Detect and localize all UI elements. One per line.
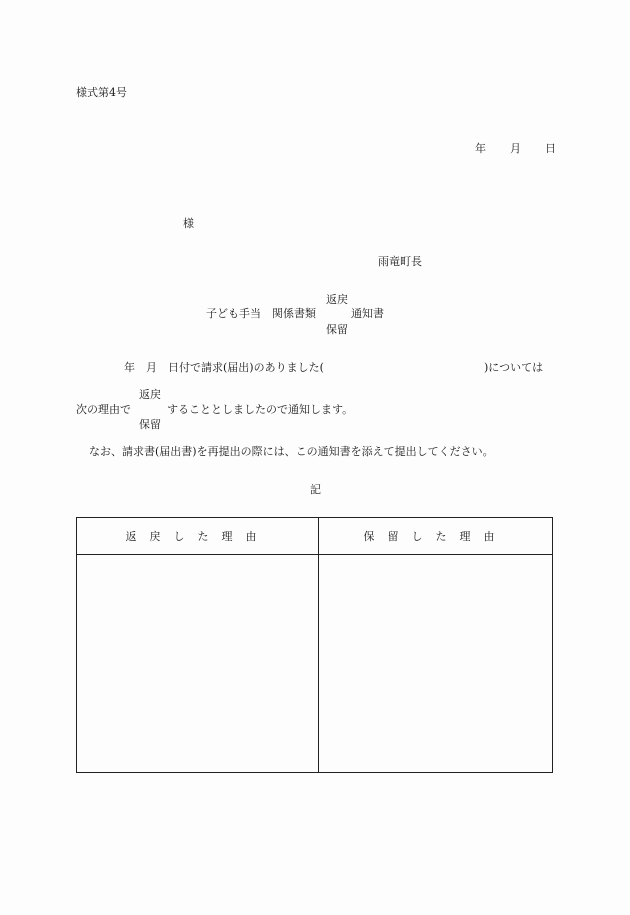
- document-title-suffix: 通知書: [351, 307, 384, 320]
- ki-heading: 記: [310, 483, 321, 496]
- date-year: 年: [475, 142, 486, 155]
- body-option-hold: 保留: [139, 418, 161, 431]
- recipient-suffix: 様: [183, 217, 194, 230]
- body-line1: 年 月 日付で請求(届出)のありました(: [124, 361, 324, 374]
- body-line2-prefix: 次の理由で: [76, 403, 131, 416]
- reasons-table: [76, 517, 553, 773]
- header-hold-reason: 保留した理由: [363, 530, 508, 543]
- title-option-hold: 保留: [326, 323, 348, 336]
- title-option-return: 返戻: [326, 293, 348, 306]
- hold-reason-cell[interactable]: [319, 555, 552, 772]
- date-month: 月: [510, 142, 521, 155]
- body-line1-end: )については: [484, 361, 544, 374]
- body-line2-suffix: することとしましたので通知します。: [167, 403, 354, 416]
- form-number: 様式第4号: [76, 86, 127, 99]
- date-day: 日: [545, 142, 556, 155]
- document-title-prefix: 子ども手当 関係書類: [206, 307, 316, 320]
- note-text: なお、請求書(届出書)を再提出の際には、この通知書を添えて提出してください。: [89, 445, 494, 458]
- header-return-reason: 返戻した理由: [125, 530, 270, 543]
- date-line: [475, 143, 556, 154]
- body-option-return: 返戻: [139, 388, 161, 401]
- return-reason-cell[interactable]: [77, 555, 318, 772]
- issuer-name: 雨竜町長: [378, 255, 422, 268]
